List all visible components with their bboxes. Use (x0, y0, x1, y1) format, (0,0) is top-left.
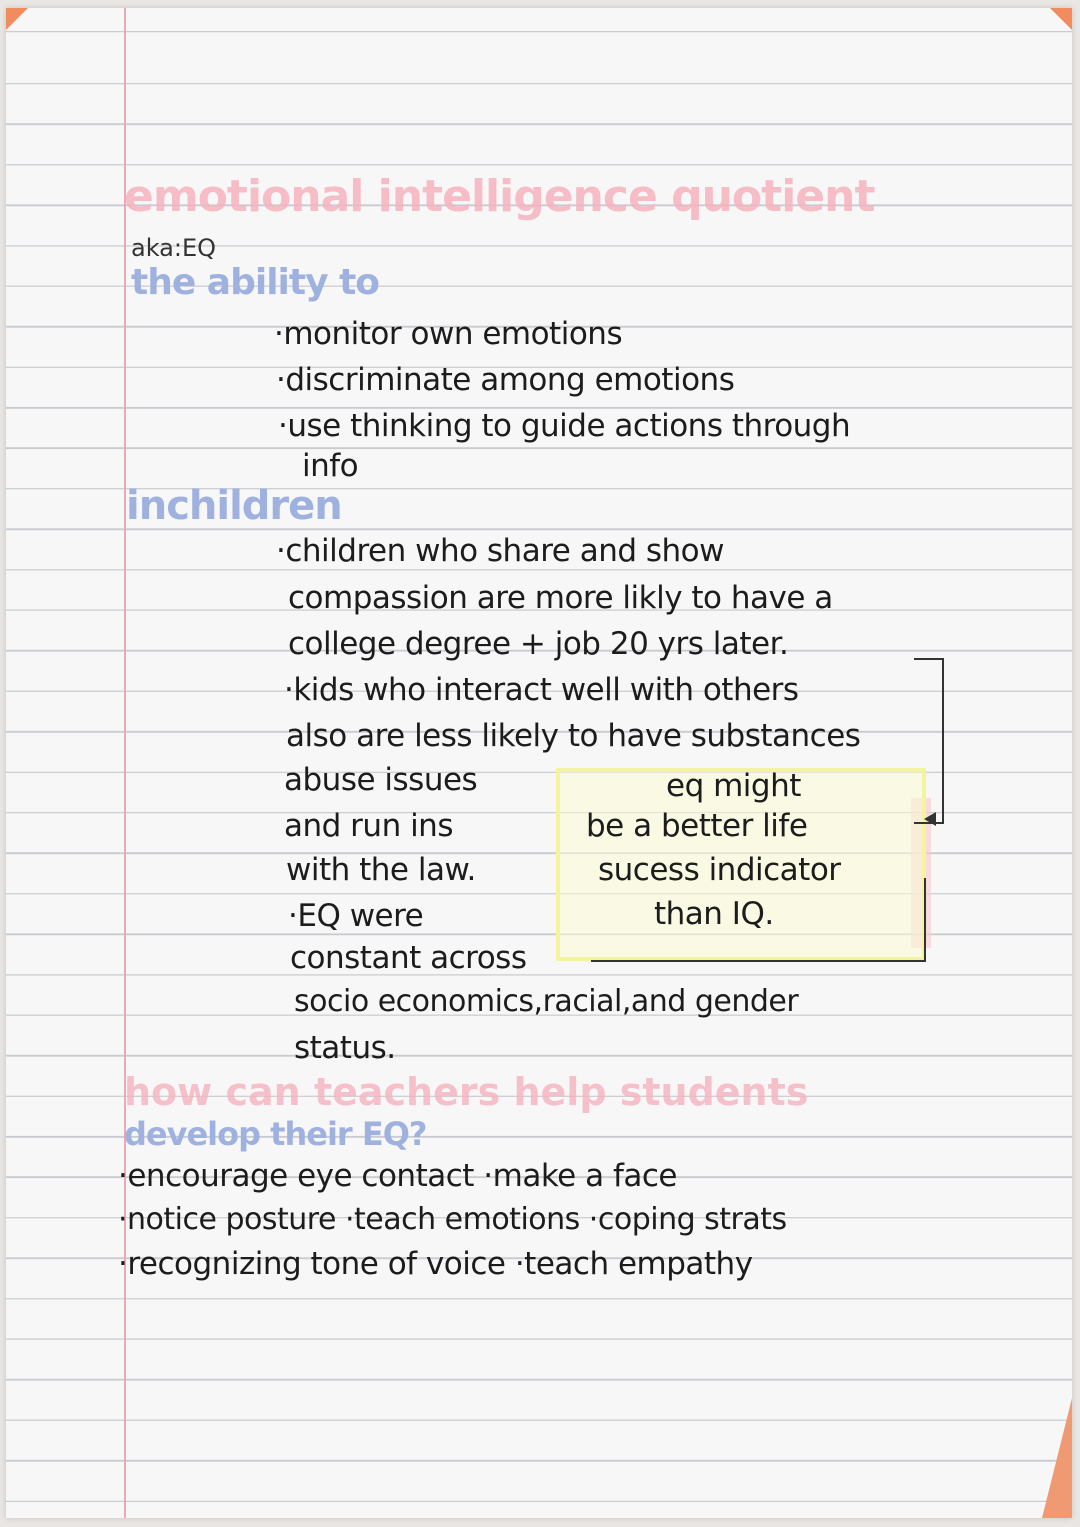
arrow-icon (924, 812, 936, 826)
develop-item: ·recognizing tone of voice ·teach empathy (118, 1246, 753, 1282)
develop-item: ·notice posture ·teach emotions ·coping strats (118, 1202, 787, 1237)
page-title: emotional intelligence quotient (124, 171, 875, 222)
bracket-connector (591, 960, 926, 962)
ability-item: ·discriminate among emotions (276, 362, 735, 398)
ability-item: info (302, 448, 359, 484)
notebook-page (6, 8, 1072, 1518)
callout-line: be a better life (586, 808, 808, 844)
children-item: college degree + job 20 yrs later. (288, 626, 789, 662)
children-item: constant across (290, 940, 527, 976)
how-heading: how can teachers help students (124, 1070, 809, 1114)
margin-line (124, 8, 126, 1518)
children-item: status. (294, 1030, 396, 1066)
callout-line: sucess indicator (598, 852, 841, 888)
aka-label: aka:EQ (131, 234, 217, 262)
bracket-connector (914, 658, 944, 824)
children-item: and run ins (284, 808, 453, 844)
children-item: ·kids who interact well with others (284, 672, 799, 708)
bracket-connector (924, 878, 926, 962)
develop-item: ·encourage eye contact ·make a face (118, 1158, 677, 1194)
corner-tab (1050, 8, 1072, 30)
corner-tab (6, 8, 28, 30)
develop-heading: develop their EQ? (124, 1115, 427, 1153)
children-heading: inchildren (126, 483, 342, 529)
children-item: socio economics,racial,and gender (294, 984, 799, 1019)
callout-line: than IQ. (654, 896, 774, 932)
children-item: ·children who share and show (276, 533, 724, 569)
ability-heading: the ability to (131, 262, 380, 303)
children-item: with the law. (286, 852, 476, 888)
children-item: also are less likely to have substances (286, 718, 861, 754)
ability-item: ·use thinking to guide actions through (278, 408, 851, 444)
children-item: abuse issues (284, 762, 478, 798)
children-item: ·EQ were (288, 898, 424, 934)
callout-line: eq might (666, 768, 801, 804)
corner-tab (1042, 1398, 1072, 1518)
children-item: compassion are more likly to have a (288, 580, 833, 616)
ability-item: ·monitor own emotions (274, 316, 623, 352)
